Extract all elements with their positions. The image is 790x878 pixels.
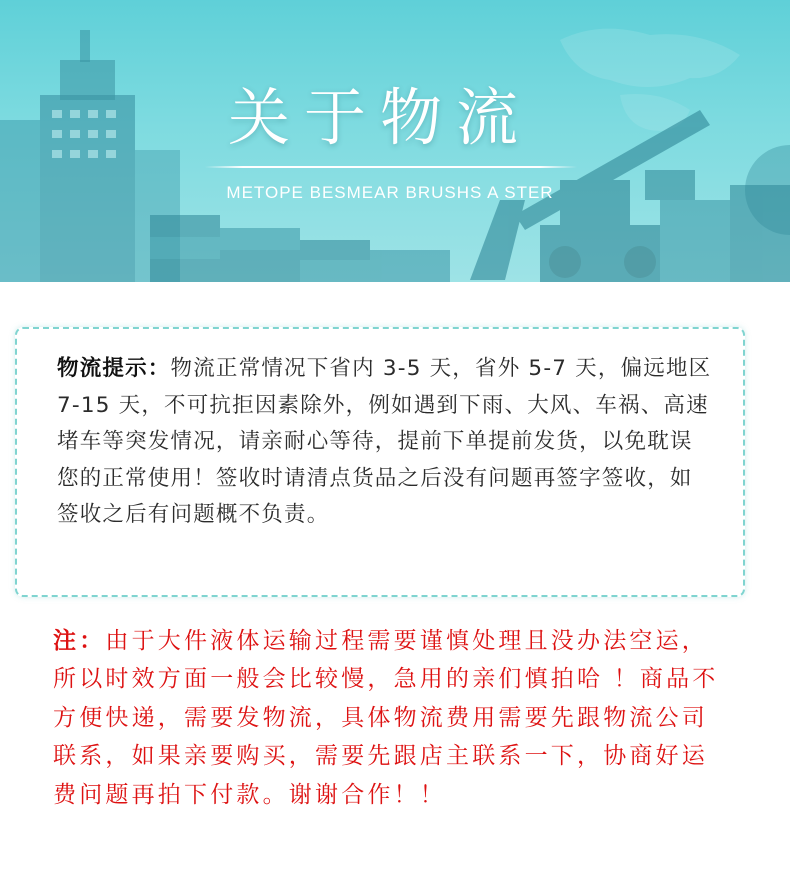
banner-subtitle: METOPE BESMEAR BRUSHS A STER — [226, 183, 554, 202]
note-body: 由于大件液体运输过程需要谨慎处理且没办法空运，所以时效方面一般会比较慢，急用的亲们慎拍哈 ！商品不方便快递，需要发物流，具体物流费用需要先跟物流公司联系，如果亲要购买，需要先跟店主联系一下，协商好运费问题再拍下付款。谢谢合作！！ — [53, 628, 719, 808]
notice-body: 物流正常情况下省内 3-5 天，省外 5-7 天，偏远地区 7-15 天，不可抗拒因素除外，例如遇到下雨、大风、车祸、高速堵车等突发情况，请亲耐心等待，提前下单提前发货，以免耽误您的正常使用！签收时请清点货品之后没有问题再签字签收，如签收之后有问题概不负责。 — [57, 356, 712, 528]
logistics-notice-box — [15, 327, 745, 597]
banner-title: 关于物流 — [227, 81, 532, 154]
notice-label: 物流提示： — [57, 356, 171, 381]
banner-divider — [205, 166, 577, 168]
shipping-note — [53, 622, 733, 814]
note-label: 注： — [53, 628, 106, 654]
logistics-notice-paragraph — [57, 351, 712, 534]
logistics-banner — [0, 0, 790, 282]
